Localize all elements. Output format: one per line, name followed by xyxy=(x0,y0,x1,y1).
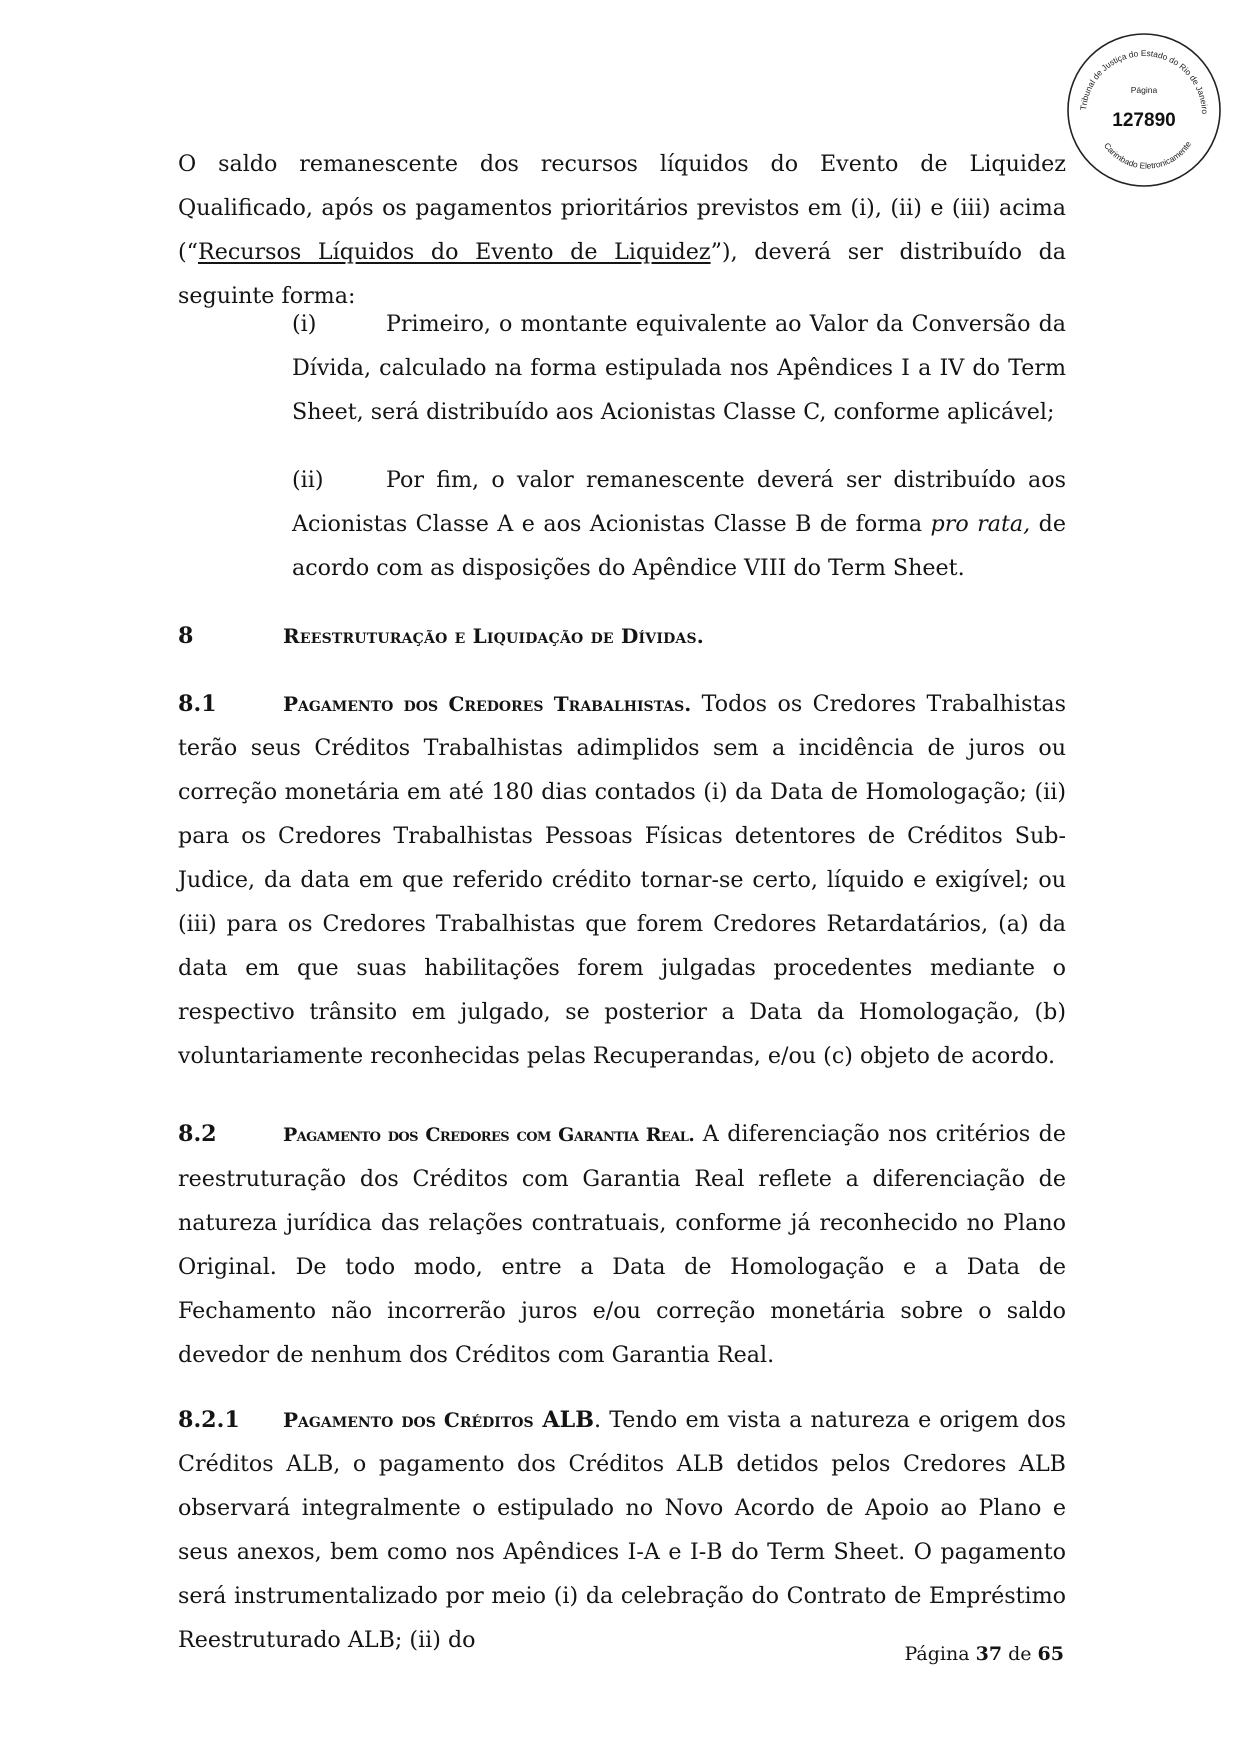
section-8-1-paragraph xyxy=(178,682,1066,1078)
svg-text:Tribunal de Justiça do Estado xyxy=(1078,48,1210,115)
svg-text:Carimbado Eletronicamente xyxy=(1102,139,1193,171)
list-item-number: (ii) xyxy=(292,467,324,493)
intro-paragraph xyxy=(178,142,1066,318)
current-page-number: 37 xyxy=(975,1643,1003,1665)
section-body: A diferenciação nos critérios de reestruturação dos Créditos com Garantia Real reflete a diferenciação de natureza jurídica das relações contratuais, conforme já reconhecido no Plano Original. De todo modo, entre a Data de Homologação e a Data de Fechamento não incorrerão juros e/ou correção monetária sobre o saldo devedor de nenhum dos Créditos com Garantia Real. xyxy=(178,1121,1066,1368)
list-item-italic: pro rata, xyxy=(930,511,1031,537)
intro-text-after: ”), deverá ser distribuído da seguinte forma: xyxy=(178,239,1066,309)
total-pages: 65 xyxy=(1037,1643,1064,1665)
section-number: 8 xyxy=(178,623,194,649)
stamp-ring-bottom: Carimbado Eletronicamente xyxy=(1102,139,1194,171)
stamp-seal xyxy=(1064,30,1224,190)
footer-prefix: Página xyxy=(904,1643,976,1665)
section-heading xyxy=(178,614,1066,658)
section-title: Reestruturação e Liquidação de Dívidas. xyxy=(283,624,704,648)
section-body: Todos os Credores Trabalhistas terão seus Créditos Trabalhistas adimplidos sem a incidência de juros ou correção monetária em até 180 dias contados (i) da Data de Homologação; (ii) para os Credores Trabalhistas Pessoas Físicas detentores de Créditos Sub-Judice, da data em que referido crédito tornar-se certo, líquido e exigível; ou (iii) para os Credores Trabalhistas que forem Credores Retardatários, (a) da data em que suas habilitações forem julgadas procedentes mediante o respectivo trânsito em julgado, se posterior a Data da Homologação, (b) voluntariamente reconhecidas pelas Recuperandas, e/ou (c) objeto de acordo. xyxy=(178,691,1066,1069)
electronic-stamp xyxy=(1064,30,1224,190)
list-item-text: Por fim, o valor remanescente deverá ser distribuído aos Acionistas Classe A e aos Acionistas Classe B de forma xyxy=(292,467,1066,537)
section-title: Pagamento dos Credores com Garantia Real. xyxy=(283,1124,695,1146)
footer-middle: de xyxy=(1002,1643,1038,1665)
stamp-label: Página xyxy=(1130,85,1158,95)
section-number: 8.1 xyxy=(178,691,217,717)
section-title: Pagamento dos Credores Trabalhistas. xyxy=(283,692,692,716)
section-title-tail: ALB xyxy=(533,1407,594,1433)
section-8-2-paragraph xyxy=(178,1112,1066,1377)
list-item-number: (i) xyxy=(292,311,317,337)
list-item xyxy=(292,458,1066,590)
stamp-ring-top: Tribunal de Justiça do Estado do Rio de Janeiro xyxy=(1078,47,1211,115)
page-footer xyxy=(904,1640,1064,1668)
stamp-number: 127890 xyxy=(1112,110,1176,131)
section-title: Pagamento dos Créditos xyxy=(283,1408,534,1432)
section-number: 8.2.1 xyxy=(178,1407,240,1433)
section-8-2-1-paragraph xyxy=(178,1398,1066,1662)
list-item-text: Primeiro, o montante equivalente ao Valor da Conversão da Dívida, calculado na forma estipulada nos Apêndices I a IV do Term Sheet, será distribuído aos Acionistas Classe C, conforme aplicável; xyxy=(292,311,1066,425)
section-body: . Tendo em vista a natureza e origem dos Créditos ALB, o pagamento dos Créditos ALB detidos pelos Credores ALB observará integralmente o estipulado no Novo Acordo de Apoio ao Plano e seus anexos, bem como nos Apêndices I-A e I-B do Term Sheet. O pagamento será instrumentalizado por meio (i) da celebração do Contrato de Empréstimo Reestruturado ALB; (ii) do xyxy=(178,1407,1066,1653)
list-item xyxy=(292,302,1066,434)
list-item-text-tail: de acordo com as disposições do Apêndice VIII do Term Sheet. xyxy=(292,511,1066,581)
intro-text-before: O saldo remanescente dos recursos líquidos do Evento de Liquidez Qualificado, após os pagamentos prioritários previstos em (i), (ii) e (iii) acima (“ xyxy=(178,151,1066,265)
defined-term-link: Recursos Líquidos do Evento de Liquidez xyxy=(198,239,711,265)
section-number: 8.2 xyxy=(178,1121,217,1147)
